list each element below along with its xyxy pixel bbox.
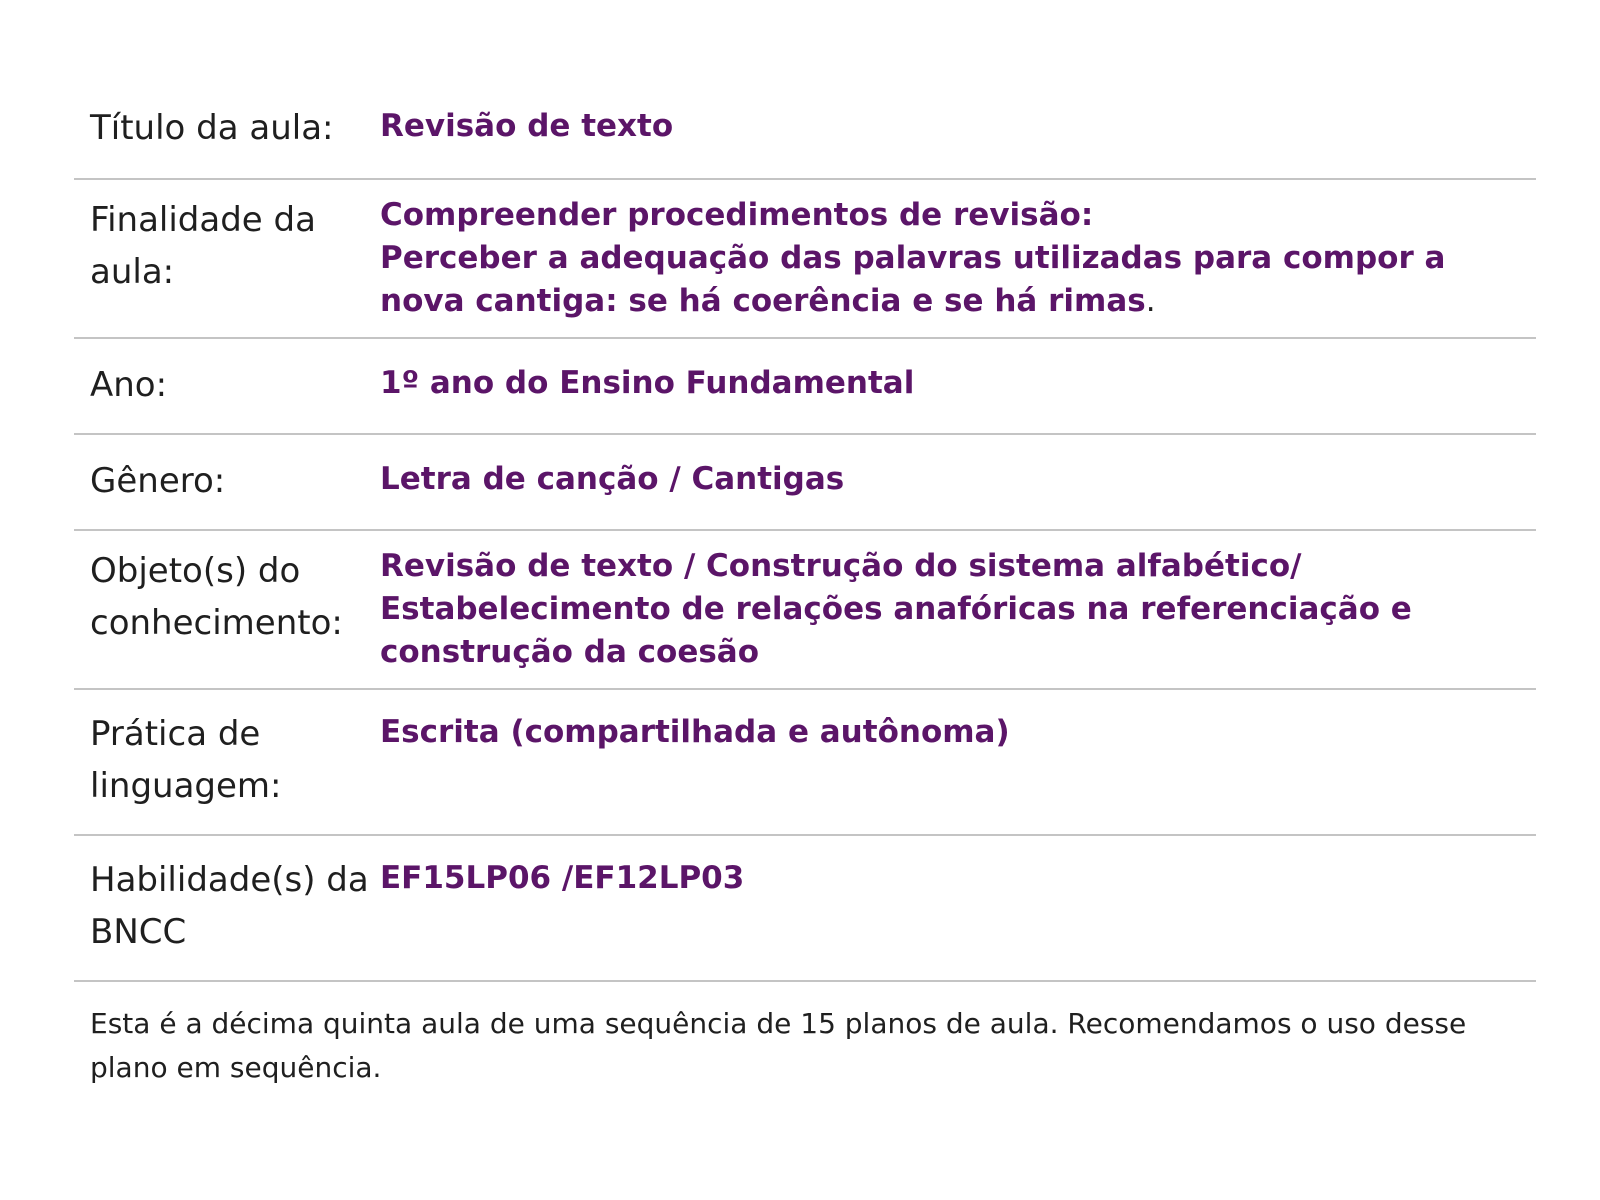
label-ano: Ano: <box>90 365 168 405</box>
sequence-note: Esta é a décima quinta aula de uma sequência de 15 planos de aula. Recomendamos o uso desse plano em sequência. <box>90 1007 1467 1084</box>
value-pratica: Escrita (compartilhada e autônoma) <box>380 714 1010 750</box>
value-finalidade-line-2 <box>380 237 1536 323</box>
value-genero: Letra de canção / Cantigas <box>380 461 845 497</box>
value-finalidade <box>380 194 1536 337</box>
row-ano <box>74 339 1536 435</box>
label-titulo: Título da aula: <box>90 108 334 148</box>
value-habilidades: EF15LP06 /EF12LP03 <box>380 860 745 896</box>
row-genero <box>74 435 1536 531</box>
row-pratica <box>74 690 1536 836</box>
row-habilidades <box>74 836 1536 982</box>
value-objeto: Revisão de texto / Construção do sistema alfabético/ Estabelecimento de relações anafóricas na referenciação e construção da coesão <box>380 548 1412 670</box>
row-titulo <box>74 80 1536 180</box>
lesson-plan-table <box>74 80 1536 1090</box>
value-finalidade-line-1: Compreender procedimentos de revisão: <box>380 197 1094 233</box>
value-finalidade-suffix: . <box>1145 283 1156 319</box>
value-finalidade-line-2-text: Perceber a adequação das palavras utilizadas para compor a nova cantiga: se há coerência e se há rimas <box>380 240 1446 319</box>
label-pratica: Prática de linguagem: <box>90 714 282 806</box>
label-objeto: Objeto(s) do conhecimento: <box>90 551 343 643</box>
label-habilidades: Habilidade(s) da BNCC <box>90 860 369 952</box>
value-titulo: Revisão de texto <box>380 108 674 144</box>
value-ano: 1º ano do Ensino Fundamental <box>380 365 915 401</box>
row-finalidade <box>74 180 1536 339</box>
row-objeto <box>74 531 1536 690</box>
label-genero: Gênero: <box>90 461 226 501</box>
label-finalidade: Finalidade da aula: <box>90 200 316 292</box>
